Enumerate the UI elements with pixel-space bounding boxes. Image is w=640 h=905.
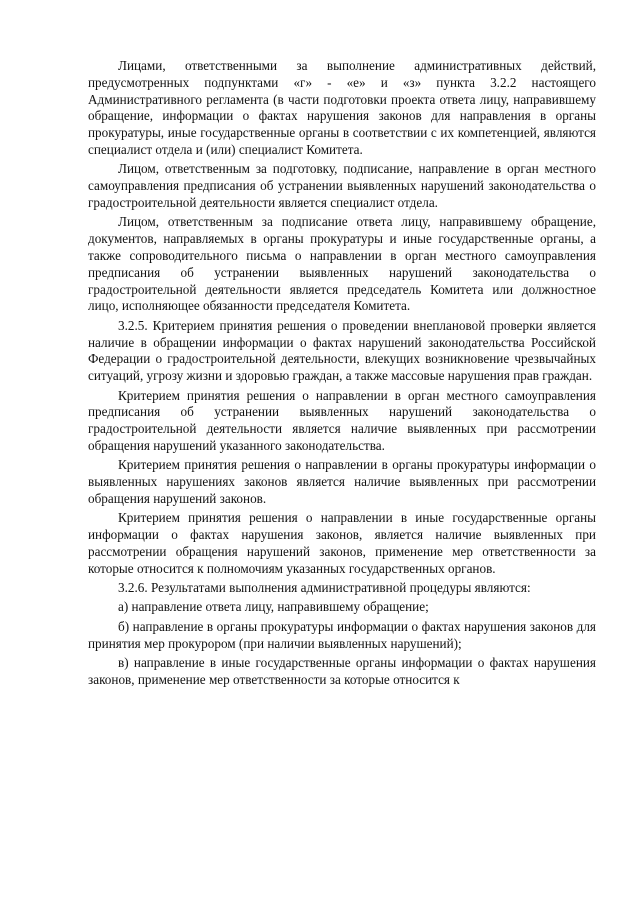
paragraph-section-3-2-5: 3.2.5. Критерием принятия решения о проведении внеплановой проверки является наличие в обращении информации о фактах нарушений законодательства Российской Федерации о градостроительной деятельности, влекущих возникновение чрезвычайных ситуаций, угрозу жизни и здоровью граждан, а также массовые нарушения прав граждан.	[88, 317, 596, 384]
list-item-b: б) направление в органы прокуратуры информации о фактах нарушения законов для принятия мер прокурором (при наличии выявленных нарушений);	[88, 618, 596, 651]
paragraph-responsible-persons-2: Лицом, ответственным за подготовку, подписание, направление в орган местного самоуправления предписания об устранении выявленных нарушений законодательства о градостроительной деятельности является специалист отдела.	[88, 161, 596, 210]
paragraph-criterion-local-government: Критерием принятия решения о направлении в орган местного самоуправления предписания об устранении выявленных нарушений законодательства о градостроительной деятельности является наличие выявленных при рассмотрении обращения нарушений указанного законодательства.	[88, 387, 596, 453]
paragraph-section-3-2-6: 3.2.6. Результатами выполнения административной процедуры являются:	[118, 580, 531, 596]
paragraph-responsible-persons-3: Лицом, ответственным за подписание ответа лицу, направившему обращение, документов, направляемых в органы прокуратуры и иные государственные органы, а также сопроводительного письма о направлении в орган местного самоуправления предписания об устранении выявленных нарушений законодательства о градостроительной деятельности является председатель Комитета или должностное лицо, исполняющее обязанности председателя Комитета.	[88, 214, 596, 314]
paragraph-criterion-prosecution: Критерием принятия решения о направлении в органы прокуратуры информации о выявленных нарушениях законов является наличие выявленных при рассмотрении обращения нарушений законов.	[88, 457, 596, 506]
paragraph-criterion-state-bodies: Критерием принятия решения о направлении в иные государственные органы информации о фактах нарушения законов, является наличие выявленных при рассмотрении обращения нарушений законов, применение мер ответственности за которые относится к полномочиям указанных государственных органов.	[88, 510, 596, 576]
list-item-a: а) направление ответа лицу, направившему обращение;	[118, 599, 429, 615]
document-page	[88, 58, 596, 691]
list-item-v: в) направление в иные государственные органы информации о фактах нарушения законов, применение мер ответственности за которые относится к	[88, 655, 596, 687]
paragraph-responsible-persons-1: Лицами, ответственными за выполнение административных действий, предусмотренных подпунктами «г» - «е» и «з» пункта 3.2.2 настоящего Административного регламента (в части подготовки проекта ответа лицу, направившему обращение, информации о фактах нарушения законов для направления в органы прокуратуры, иные государственные органы в соответствии с их компетенцией, являются специалист отдела и (или) специалист Комитета.	[88, 58, 596, 157]
